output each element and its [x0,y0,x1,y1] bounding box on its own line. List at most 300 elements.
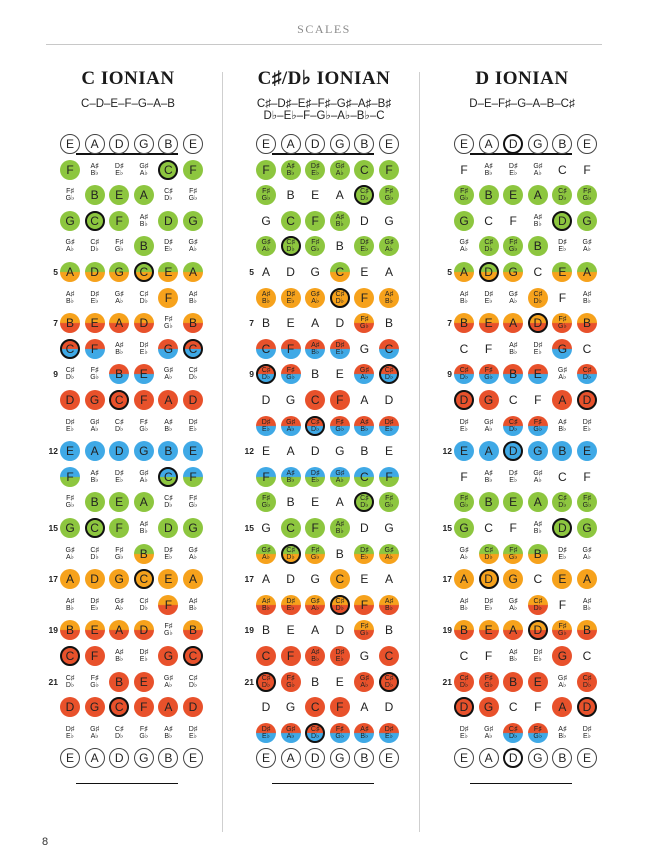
fret-note: B [503,672,523,692]
fret-note: F♯ G♭ [479,672,499,692]
fret-note: F♯ G♭ [305,236,325,256]
fret-note: G [85,697,105,717]
fret-note: D [183,390,203,410]
fret-note: A♯ B♭ [582,290,592,305]
fret-note: F♯ G♭ [479,364,499,384]
fret-note: C [582,341,592,356]
fret-note: A♯ B♭ [115,649,124,663]
fret-note: A♯ B♭ [379,595,399,615]
fret-note: G♯ A♭ [379,236,399,256]
fret-note: C♯ D♭ [379,672,399,692]
fret-number: 19 [244,625,254,636]
fret-note: B [354,134,374,154]
fret-note: C♯ D♭ [256,364,276,384]
fret-note: C [484,213,493,228]
fret-note: E [256,748,276,768]
fret-note: D [261,393,271,407]
fret-note: D♯ E♭ [188,725,198,740]
fret-note: C [508,700,518,715]
fret-note: B [85,185,105,205]
fret-note: A♯ B♭ [533,213,542,228]
fret-note: A♯ B♭ [305,646,325,666]
fret-note: C [256,339,276,359]
fret-note: A♯ B♭ [582,597,592,612]
fret-note: B [261,623,270,638]
fret-note: A♯ B♭ [65,597,75,612]
fret-note: F [558,597,567,612]
fret-note: A♯ B♭ [533,521,542,535]
fret-note: G♯ A♭ [330,467,350,487]
fret-note: F♯ G♭ [281,364,301,384]
fret-note: C [459,649,469,663]
fret-note: G♯ A♭ [459,239,469,254]
fret-note: D♯ E♭ [281,595,301,615]
fret-note: G♯ A♭ [139,469,149,484]
fret-note: C [459,341,469,356]
fret-note: B [311,367,320,382]
fret-note: G [528,134,548,154]
fret-note: F [60,160,80,180]
fret-note: D [286,572,295,587]
fret-note: G♯ A♭ [354,672,374,692]
fret-note: A♯ B♭ [90,162,99,177]
fret-note: G [158,646,178,666]
fret-note: A [528,185,548,205]
fret-note: A♯ B♭ [256,288,276,308]
fret-note: G [577,211,597,231]
fret-note: F [256,160,276,180]
fret-note: C♯ D♭ [188,367,198,382]
fret-note: A♯ B♭ [509,649,518,663]
fret-note: A♯ B♭ [281,467,301,487]
fret-note: F♯ G♭ [65,495,75,510]
fret-note: D♯ E♭ [139,341,149,356]
fret-note: F [134,697,154,717]
fret-note: C♯ D♭ [479,236,499,256]
fret-note: C [508,393,518,407]
fret-note: A♯ B♭ [188,597,198,612]
fret-note: D♯ E♭ [379,723,399,743]
fret-note: G♯ A♭ [305,595,325,615]
fret-note: C [379,339,399,359]
fret-note: A [360,393,369,407]
fretboard [38,134,218,794]
fret-note: F♯ G♭ [164,623,173,638]
fret-note: A♯ B♭ [188,290,198,305]
fret-note: D [158,518,178,538]
fret-note: E [183,441,203,461]
fret-note: D [360,213,369,228]
fret-note: C [85,211,105,231]
fret-number: 5 [447,267,452,277]
fret-note: D [261,700,271,715]
fret-note: C [582,649,592,663]
fret-note: F [109,211,129,231]
page-number: 8 [42,836,49,848]
fret-note: G♯ A♭ [484,725,494,740]
fret-note: E [577,441,597,461]
fret-number: 15 [442,523,452,533]
fret-note: G [384,213,394,228]
fret-note: E [60,748,80,768]
fret-note: G [503,569,523,589]
fret-note: G♯ A♭ [65,546,75,561]
fret-note: E [479,313,499,333]
fret-note: D♯ E♭ [459,418,469,433]
fret-note: G♯ A♭ [163,674,173,689]
fret-number: 19 [442,625,452,636]
fret-note: C♯ D♭ [281,236,301,256]
fret-note: D [479,262,499,282]
fret-note: C [558,162,567,177]
fret-note: A [281,748,301,768]
fret-note: F [460,162,468,177]
fret-note: F [354,595,374,615]
fret-note: E [503,492,523,512]
fret-note: F♯ G♭ [330,416,350,436]
fret-note: F [60,467,80,487]
fret-note: B [577,620,597,640]
fret-note: A♯ B♭ [459,597,469,612]
fret-note: G♯ A♭ [90,418,100,433]
fretboard-end-rule [272,783,374,784]
fret-note: G [552,339,572,359]
fret-note: C♯ D♭ [139,597,149,612]
fret-note: D [109,134,129,154]
fret-note: F [379,467,399,487]
fret-note: D [528,620,548,640]
fret-note: B [158,134,178,154]
fret-note: G [261,521,271,535]
fret-note: G♯ A♭ [379,544,399,564]
fret-note: A [360,700,369,715]
fret-note: A [85,134,105,154]
fret-note: E [134,364,154,384]
header-rule [46,44,602,45]
fret-note: D♯ E♭ [90,290,99,305]
fret-note: G♯ A♭ [281,416,301,436]
fret-note: A♯ B♭ [354,416,374,436]
fret-number: 17 [244,574,254,585]
fret-note: A♯ B♭ [484,162,493,177]
scale-column-c [38,64,218,794]
fret-note: G [454,211,474,231]
fret-note: F♯ G♭ [188,495,198,510]
fret-note: A♯ B♭ [379,288,399,308]
fret-note: B [261,316,270,331]
fret-note: E [109,492,129,512]
fret-note: G [109,569,129,589]
fret-note: E [134,672,154,692]
fret-note: A♯ B♭ [164,725,173,740]
fret-note: E [286,316,295,331]
fret-note: F [583,469,591,484]
fret-note: G♯ A♭ [281,723,301,743]
fret-note: G [60,518,80,538]
fret-note: G [261,213,271,228]
fret-number: 21 [48,676,58,687]
fret-note: F [484,649,493,663]
fret-note: F [281,339,301,359]
fret-note: G [503,262,523,282]
fret-note: C [330,262,350,282]
fret-note: A [158,697,178,717]
fret-note: F [305,518,325,538]
fret-note: E [183,748,203,768]
fret-note: D♯ E♭ [354,236,374,256]
fret-note: D♯ E♭ [330,646,350,666]
fret-note: F [509,213,517,228]
fret-note: A [384,265,393,279]
fret-note: D♯ E♭ [533,649,543,663]
fret-note: E [335,367,344,382]
fret-note: D♯ E♭ [164,546,173,561]
fret-note: C♯ D♭ [164,188,173,203]
fret-note: C [533,265,543,279]
fret-note: D [305,134,325,154]
fret-note: A♯ B♭ [509,341,518,356]
fret-note: A [454,569,474,589]
fret-note: D [479,569,499,589]
fret-note: G [310,572,320,587]
fret-note: F [460,469,468,484]
fret-note: B [183,313,203,333]
fret-note: G♯ A♭ [139,162,149,177]
fret-note: E [552,569,572,589]
fret-note: F♯ G♭ [552,313,572,333]
fret-note: A [183,262,203,282]
fret-note: A [85,441,105,461]
fret-note: G [109,262,129,282]
fret-note: D♯ E♭ [305,467,325,487]
fret-note: F♯ G♭ [354,620,374,640]
fret-note: D♯ E♭ [484,290,493,305]
fret-note: B [183,620,203,640]
fret-note: A [60,569,80,589]
fret-note: C♯ D♭ [454,364,474,384]
fret-note: D [158,211,178,231]
fret-number: 9 [53,369,58,380]
fret-note: B [109,364,129,384]
fret-note: A [335,495,344,510]
fret-note: F [534,700,542,715]
fret-note: G [285,393,296,407]
fret-note: E [454,748,474,768]
fret-note: F [281,646,301,666]
fret-note: D [85,569,105,589]
fret-note: B [552,748,572,768]
fret-note: C [183,646,203,666]
fretboard-end-rule [470,783,572,784]
fret-note: F [109,518,129,538]
scale-notes-line: C–D–E–F–G–A–B [81,98,175,110]
fret-note: G [479,697,499,717]
fret-note: D♯ E♭ [582,418,592,433]
fret-note: D♯ E♭ [533,341,543,356]
fret-note: E [311,495,320,510]
column-divider [419,72,420,832]
fret-note: C♯ D♭ [90,546,99,561]
fret-note: D♯ E♭ [459,725,469,740]
fret-note: G♯ A♭ [508,597,518,612]
fret-note: A♯ B♭ [305,339,325,359]
fret-note: E [286,623,295,638]
fret-note: C [484,521,493,535]
fret-number: 17 [442,574,452,585]
fret-note: G♯ A♭ [114,597,124,612]
fret-number: 12 [442,446,452,457]
fret-note: D [454,390,474,410]
fret-note: G♯ A♭ [163,367,173,382]
fret-note: D [503,441,523,461]
fret-note: E [60,441,80,461]
fret-number: 21 [442,676,452,687]
fret-note: A♯ B♭ [139,521,148,535]
fret-note: E [183,134,203,154]
fret-note: A [85,748,105,768]
fret-note: G [577,518,597,538]
fret-note: C♯ D♭ [577,364,597,384]
fret-note: F♯ G♭ [330,723,350,743]
fret-note: B [134,544,154,564]
fret-number: 15 [48,523,58,533]
fret-note: C♯ D♭ [330,288,350,308]
fret-note: C [134,569,154,589]
fret-number: 12 [244,446,254,457]
fret-note: C [305,697,325,717]
page-header: SCALES [297,22,351,36]
fret-note: A♯ B♭ [164,418,173,433]
fret-note: F [305,211,325,231]
fret-note: C [281,211,301,231]
fret-note: E [261,444,270,459]
fret-note: B [311,674,320,689]
fret-note: A♯ B♭ [65,290,75,305]
fret-note: G♯ A♭ [484,418,494,433]
fret-note: C♯ D♭ [552,492,572,512]
fret-note: E [552,262,572,282]
fret-note: A [528,492,548,512]
fret-note: D♯ E♭ [164,239,173,254]
fret-note: F♯ G♭ [552,620,572,640]
fret-note: A [60,262,80,282]
fret-note: F [379,160,399,180]
fret-note: E [60,134,80,154]
fret-note: A♯ B♭ [558,725,567,740]
fret-note: B [479,492,499,512]
fret-note: G [285,700,296,715]
fret-note: F♯ G♭ [139,418,149,433]
fret-note: G♯ A♭ [114,290,124,305]
fret-note: G [335,444,345,459]
fret-note: C♯ D♭ [139,290,149,305]
fret-note: E [158,262,178,282]
fret-note: D♯ E♭ [354,544,374,564]
scale-notes [234,94,414,134]
fret-note: C♯ D♭ [65,674,75,689]
fret-note: D♯ E♭ [114,162,124,177]
fret-number: 7 [53,318,58,329]
fret-note: D [109,748,129,768]
fret-note: C [354,467,374,487]
fret-note: D [183,697,203,717]
fret-number: 17 [48,574,58,585]
column-divider [222,72,223,832]
fret-note: D [60,697,80,717]
fret-note: B [384,316,393,331]
fret-note: G♯ A♭ [533,162,543,177]
fret-note: F♯ G♭ [114,546,124,561]
fret-note: A [384,572,393,587]
fret-note: C [109,697,129,717]
fret-note: C [533,572,543,587]
fret-note: F [183,160,203,180]
fret-note: B [528,544,548,564]
fret-note: G [134,748,154,768]
fret-note: E [577,134,597,154]
fret-note: G [359,649,370,663]
fret-note: C [558,469,567,484]
fret-note: A [311,623,320,638]
fret-note: A [158,390,178,410]
fret-note: F♯ G♭ [65,188,75,203]
fret-note: C [85,518,105,538]
fret-note: D [552,211,572,231]
fret-note: A♯ B♭ [354,723,374,743]
fret-note: G♯ A♭ [330,160,350,180]
fret-note: C [109,390,129,410]
fret-note: G [528,748,548,768]
fret-note: D [60,390,80,410]
fret-note: D [286,265,295,279]
fret-note: D [577,390,597,410]
fret-note: E [85,620,105,640]
fret-note: B [354,748,374,768]
fret-note: D♯ E♭ [330,339,350,359]
scale-notes [432,94,612,134]
scale-notes-line: D♭–E♭–F–G♭–A♭–B♭–C [263,110,385,122]
fret-note: A♯ B♭ [459,290,469,305]
fret-note: D [360,521,369,535]
fret-number: 7 [447,318,452,329]
fret-note: A [261,572,270,587]
fret-note: F [183,467,203,487]
fret-note: E [454,441,474,461]
fret-note: B [479,185,499,205]
fret-note: A♯ B♭ [115,341,124,356]
fret-note: F♯ G♭ [90,674,99,689]
fret-note: F [85,339,105,359]
fret-note: D♯ E♭ [281,288,301,308]
fret-note: F♯ G♭ [379,492,399,512]
fret-note: D♯ E♭ [558,546,567,561]
fret-note: C♯ D♭ [354,185,374,205]
fret-note: C♯ D♭ [552,185,572,205]
fret-note: D [384,393,394,407]
fret-note: D [310,444,320,459]
fret-note: D [305,748,325,768]
fret-note: A [577,262,597,282]
fret-note: F [330,697,350,717]
fret-note: B [360,444,369,459]
fret-note: D♯ E♭ [139,649,149,663]
fret-note: D [134,313,154,333]
fret-number: 19 [48,625,58,636]
fret-note: A♯ B♭ [330,211,350,231]
scale-title: D IONIAN [475,68,569,89]
scale-title: C IONIAN [81,68,175,89]
fret-number: 7 [249,318,254,329]
